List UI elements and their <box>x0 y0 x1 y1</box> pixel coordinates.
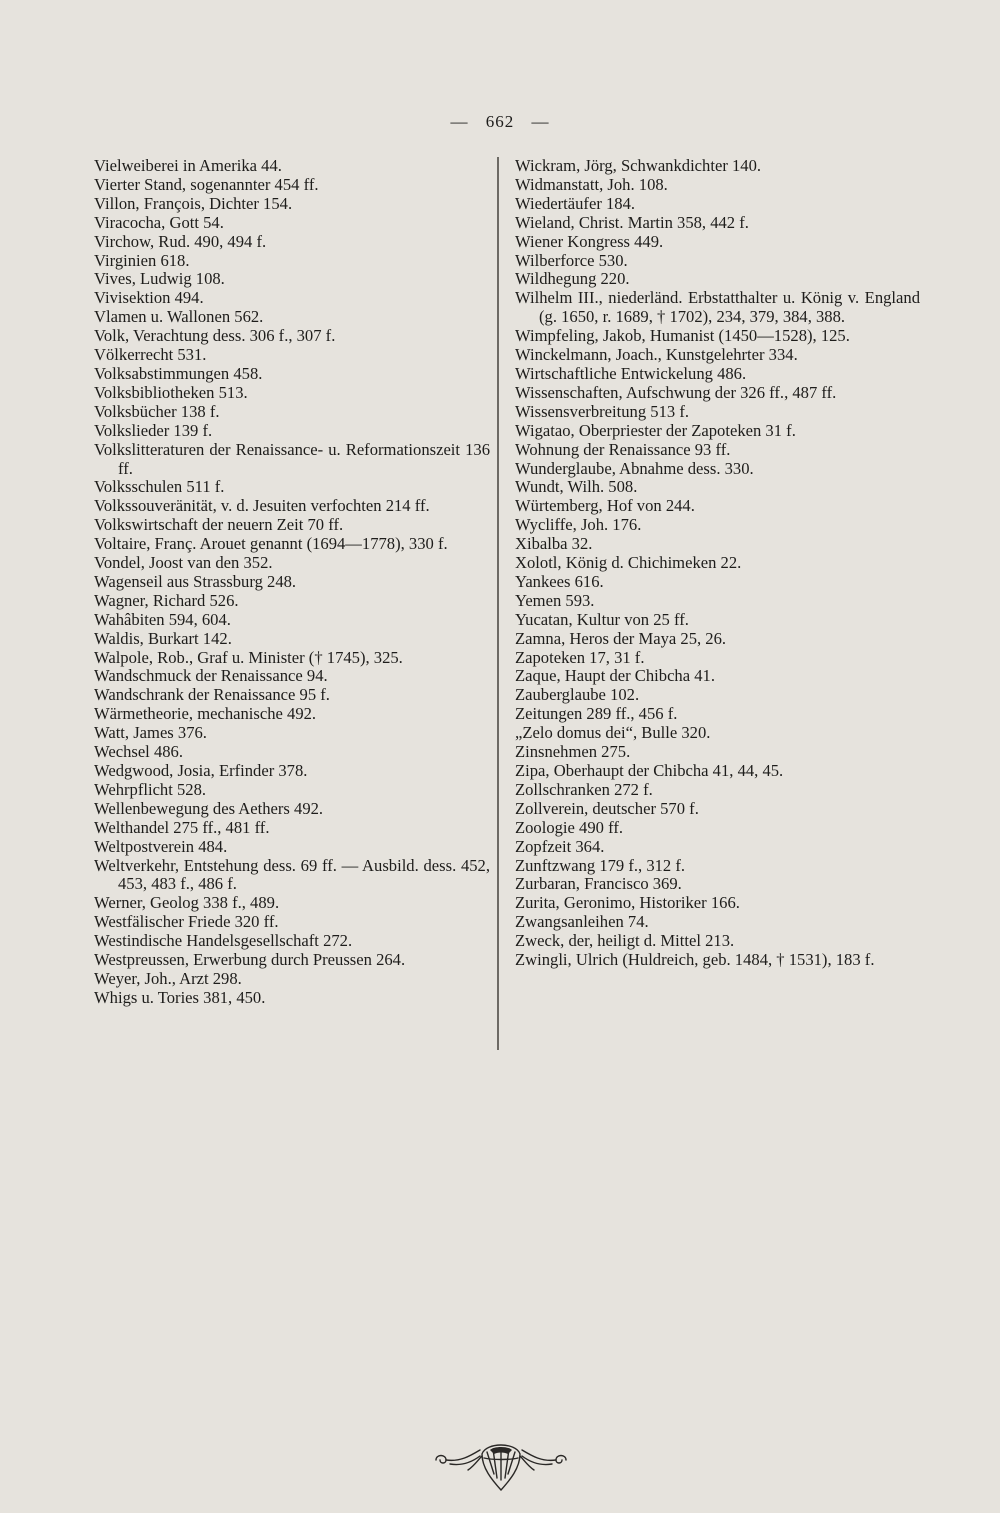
index-entry: Zollschranken 272 f. <box>515 779 653 799</box>
index-entry: Zoologie 490 ff. <box>515 817 623 837</box>
index-entry: Zunftzwang 179 f., 312 f. <box>515 855 686 875</box>
index-entry: Weyer, Joh., Arzt 298. <box>94 968 242 988</box>
index-entry: Volksabstimmungen 458. <box>94 363 263 383</box>
index-entry: Winckelmann, Joach., Kunstgelehrter 334. <box>515 345 798 365</box>
index-entry: Zwangsanleihen 74. <box>515 912 649 932</box>
index-entry: Wissenschaften, Aufschwung der 326 ff., 487 ff. <box>515 382 837 402</box>
index-entry: Watt, James 376. <box>94 723 207 743</box>
index-entry: Walpole, Rob., Graf u. Minister († 1745), 325. <box>94 647 403 667</box>
index-entry: Wagenseil aus Strassburg 248. <box>94 571 297 591</box>
index-entry: Zopfzeit 364. <box>515 836 605 856</box>
index-entry: Wilhelm III., niederländ. Erbstatthalter u. König v. England (g. 1650, r. 1689, † 1702), 234, 379, 384, 388. <box>515 288 920 327</box>
index-entry: Zamna, Heros der Maya 25, 26. <box>515 628 727 648</box>
index-entry: Zweck, der, heiligt d. Mittel 213. <box>515 931 735 951</box>
index-entry: Werner, Geolog 338 f., 489. <box>94 893 280 913</box>
header-dash-right: — <box>531 112 550 131</box>
index-entry: Wedgwood, Josia, Erfinder 378. <box>94 761 308 780</box>
index-entry: Vondel, Joost van den 352. <box>94 553 273 573</box>
index-entry: Virchow, Rud. 490, 494 f. <box>94 231 267 251</box>
index-entry: Volksschulen 511 f. <box>94 477 225 497</box>
column-divider-rule <box>497 157 499 1050</box>
index-entry: Wandschrank der Renaissance 95 f. <box>94 685 330 705</box>
index-entry: Wieland, Christ. Martin 358, 442 f. <box>515 212 749 232</box>
index-entry: Vielweiberei in Amerika 44. <box>94 156 282 175</box>
index-entry: Volkswirtschaft der neuern Zeit 70 ff. <box>94 515 344 535</box>
index-entry: Wellenbewegung des Aethers 492. <box>94 798 324 818</box>
index-entry: Wahâbiten 594, 604. <box>94 609 231 629</box>
index-column-right <box>515 157 920 970</box>
index-entry: Yucatan, Kultur von 25 ff. <box>515 609 689 629</box>
index-entry: Vivisektion 494. <box>94 288 204 308</box>
index-entry: Wilberforce 530. <box>515 250 628 270</box>
index-entry: Volksbibliotheken 513. <box>94 382 248 402</box>
index-entry: Xolotl, König d. Chichimeken 22. <box>515 553 742 573</box>
index-entry: Volkssouveränität, v. d. Jesuiten verfochten 214 ff. <box>94 496 430 516</box>
index-entry: Volksbücher 138 f. <box>94 401 220 421</box>
index-entry: Wirtschaftliche Entwickelung 486. <box>515 363 747 383</box>
index-entry: Wissensverbreitung 513 f. <box>515 401 689 421</box>
index-entry: Weltverkehr, Entstehung dess. 69 ff. — Ausbild. dess. 452, 453, 483 f., 486 f. <box>94 855 490 894</box>
header-dash-left: — <box>450 112 469 131</box>
index-entry: Westindische Handelsgesellschaft 272. <box>94 931 353 951</box>
index-entry: Xibalba 32. <box>515 534 593 554</box>
index-entry: Wandschmuck der Renaissance 94. <box>94 666 328 686</box>
index-entry: Wiener Kongress 449. <box>515 231 664 251</box>
index-entry: Zaque, Haupt der Chibcha 41. <box>515 666 715 686</box>
index-entry: Westpreussen, Erwerbung durch Preussen 264. <box>94 950 406 970</box>
index-entry: Waldis, Burkart 142. <box>94 628 232 648</box>
index-entry: Zeitungen 289 ff., 456 f. <box>515 704 678 724</box>
index-entry: Wechsel 486. <box>94 742 183 762</box>
index-entry: Wundt, Wilh. 508. <box>515 477 638 497</box>
index-entry: Wärmetheorie, mechanische 492. <box>94 704 317 724</box>
index-entry: Volk, Verachtung dess. 306 f., 307 f. <box>94 326 336 346</box>
index-entry: Zipa, Oberhaupt der Chibcha 41, 44, 45. <box>515 761 784 780</box>
index-entry: Wigatao, Oberpriester der Zapoteken 31 f. <box>515 420 796 440</box>
index-entry: Whigs u. Tories 381, 450. <box>94 987 266 1007</box>
page-header <box>0 112 1000 132</box>
index-entry: Voltaire, Franç. Arouet genannt (1694—1778), 330 f. <box>94 534 448 554</box>
index-entry: Wagner, Richard 526. <box>94 590 239 610</box>
index-entry: Zapoteken 17, 31 f. <box>515 647 645 667</box>
index-column-left <box>94 157 490 1008</box>
index-entry: Vierter Stand, sogenannter 454 ff. <box>94 174 319 194</box>
index-entry: Wunderglaube, Abnahme dess. 330. <box>515 458 754 478</box>
index-entry: Zauberglaube 102. <box>515 685 640 705</box>
index-entry: Zollverein, deutscher 570 f. <box>515 798 699 818</box>
index-entry: Westfälischer Friede 320 ff. <box>94 912 279 932</box>
index-entry: Zurbaran, Francisco 369. <box>515 874 682 894</box>
index-entry: Wycliffe, Joh. 176. <box>515 515 642 535</box>
index-entry: Virginien 618. <box>94 250 190 270</box>
index-entry: Wildhegung 220. <box>515 269 630 289</box>
index-entry: Wimpfeling, Jakob, Humanist (1450—1528), 125. <box>515 326 850 346</box>
index-entry: Würtemberg, Hof von 244. <box>515 496 695 516</box>
index-entry: Wickram, Jörg, Schwankdichter 140. <box>515 156 762 175</box>
index-entry: Vlamen u. Wallonen 562. <box>94 307 264 327</box>
index-entry: Yankees 616. <box>515 571 604 591</box>
index-entry: Zwingli, Ulrich (Huldreich, geb. 1484, † 1531), 183 f. <box>515 950 875 970</box>
index-entry: Zinsnehmen 275. <box>515 742 631 762</box>
index-entry: Viracocha, Gott 54. <box>94 212 224 232</box>
index-entry: Weltpostverein 484. <box>94 836 228 856</box>
index-entry: „Zelo domus dei“, Bulle 320. <box>515 723 711 743</box>
index-entry: Yemen 593. <box>515 590 595 610</box>
index-entry: Wohnung der Renaissance 93 ff. <box>515 439 731 459</box>
index-entry: Völkerrecht 531. <box>94 345 207 365</box>
index-entry: Wehrpflicht 528. <box>94 779 207 799</box>
index-entry: Vives, Ludwig 108. <box>94 269 225 289</box>
index-entry: Widmanstatt, Joh. 108. <box>515 174 668 194</box>
index-entry: Zurita, Geronimo, Historiker 166. <box>515 893 740 913</box>
index-entry: Volkslitteraturen der Renaissance- u. Reformationszeit 136 ff. <box>94 439 490 478</box>
index-entry: Wiedertäufer 184. <box>515 193 636 213</box>
index-entry: Welthandel 275 ff., 481 ff. <box>94 817 270 837</box>
index-entry: Volkslieder 139 f. <box>94 420 213 440</box>
scallop-shell-ornament-icon <box>430 1440 572 1492</box>
index-entry: Villon, François, Dichter 154. <box>94 193 293 213</box>
page-number: 662 <box>485 112 515 131</box>
